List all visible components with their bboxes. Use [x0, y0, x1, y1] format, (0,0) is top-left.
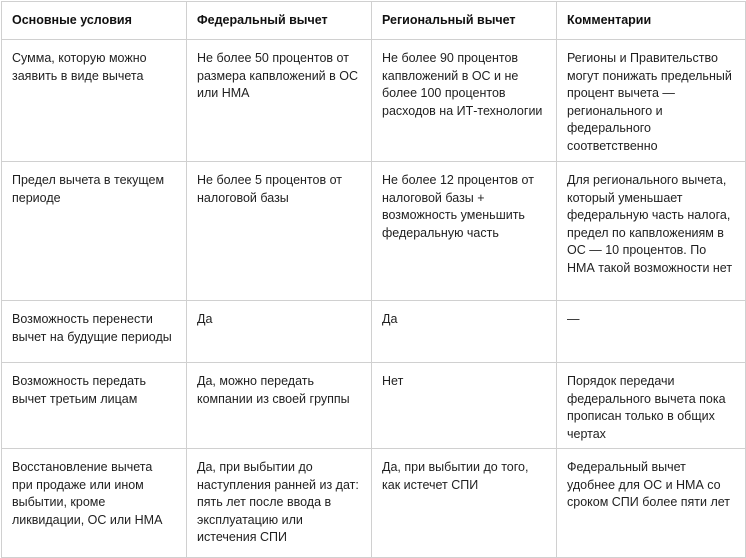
cell-federal: Да, можно передать компании из своей группы [187, 363, 372, 449]
cell-comment: — [557, 301, 746, 363]
cell-comment: Для регионального вычета, который уменьшает федеральную часть налога, предел по капвложениям в ОС — 10 процентов. По НМА такой возможности нет [557, 162, 746, 301]
cell-federal: Да, при выбытии до наступления ранней из дат: пять лет после ввода в эксплуатацию или истечения СПИ [187, 449, 372, 558]
table-row [2, 301, 746, 363]
cell-comment: Федеральный вычет удобнее для ОС и НМА со сроком СПИ более пяти лет [557, 449, 746, 558]
cell-condition: Возможность передать вычет третьим лицам [2, 363, 187, 449]
header-main-conditions: Основные условия [2, 2, 187, 40]
cell-federal: Не более 5 процентов от налоговой базы [187, 162, 372, 301]
cell-regional: Не более 90 процентов капвложений в ОС и не более 100 процентов расходов на ИТ-технологии [372, 40, 557, 162]
cell-federal: Не более 50 процентов от размера капвложений в ОС или НМА [187, 40, 372, 162]
cell-condition: Сумма, которую можно заявить в виде вычета [2, 40, 187, 162]
cell-comment: Регионы и Правительство могут понижать предельный процент вычета — регионального и федерального соответственно [557, 40, 746, 162]
table-row [2, 162, 746, 301]
table-row [2, 40, 746, 162]
header-regional-deduction: Региональный вычет [372, 2, 557, 40]
cell-condition: Предел вычета в текущем периоде [2, 162, 187, 301]
cell-regional: Нет [372, 363, 557, 449]
cell-condition: Возможность перенести вычет на будущие периоды [2, 301, 187, 363]
header-federal-deduction: Федеральный вычет [187, 2, 372, 40]
table-header-row [2, 2, 746, 40]
deduction-comparison-table [1, 1, 746, 558]
cell-regional: Не более 12 процентов от налоговой базы + возможность уменьшить федеральную часть [372, 162, 557, 301]
table-row [2, 449, 746, 558]
table-row [2, 363, 746, 449]
cell-condition: Восстановление вычета при продаже или ином выбытии, кроме ликвидации, ОС или НМА [2, 449, 187, 558]
cell-federal: Да [187, 301, 372, 363]
cell-regional: Да, при выбытии до того, как истечет СПИ [372, 449, 557, 558]
cell-regional: Да [372, 301, 557, 363]
cell-comment: Порядок передачи федерального вычета пока прописан только в общих чертах [557, 363, 746, 449]
header-comments: Комментарии [557, 2, 746, 40]
